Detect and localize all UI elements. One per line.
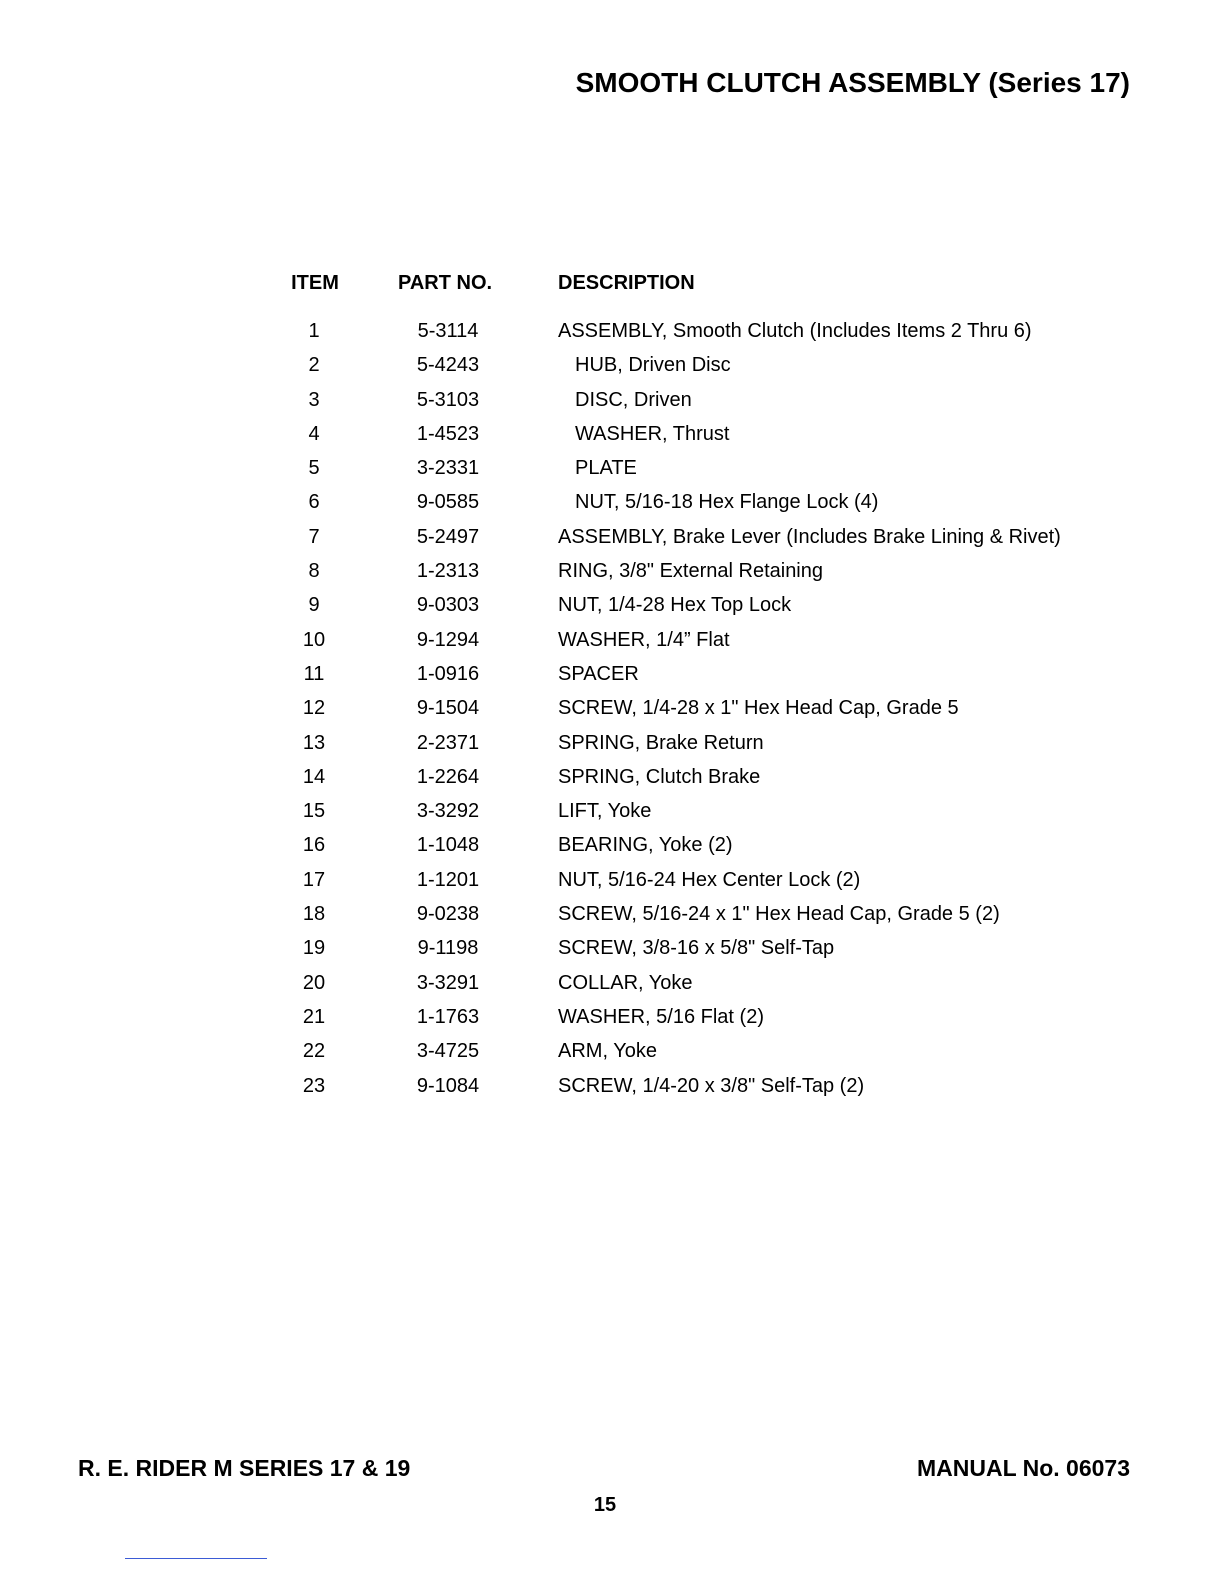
part-number: 5-3114 (417, 320, 479, 342)
item-number: 22 (302, 1040, 326, 1063)
table-row (0, 629, 1224, 663)
item-number: 13 (302, 731, 326, 754)
item-number: 5 (308, 457, 320, 480)
table-row (0, 526, 1224, 560)
part-description: WASHER, 5/16 Flat (2) (558, 1005, 764, 1028)
item-number: 17 (302, 868, 326, 891)
item-number: 12 (302, 697, 326, 720)
table-row (0, 1075, 1224, 1109)
part-number: 9-1084 (416, 1074, 480, 1097)
table-row (0, 491, 1224, 525)
part-description: WASHER, 1/4” Flat (558, 628, 730, 651)
page-number: 15 (593, 1494, 617, 1516)
column-header-item: ITEM (291, 272, 339, 294)
part-description: SCREW, 3/8-16 x 5/8" Self-Tap (558, 937, 835, 960)
table-row (0, 937, 1224, 971)
item-number: 7 (308, 525, 320, 548)
part-description: HUB, Driven Disc (575, 354, 731, 377)
item-number: 11 (303, 662, 325, 685)
part-number: 1-1763 (416, 1005, 480, 1028)
item-number: 20 (302, 971, 326, 994)
item-number: 6 (308, 491, 320, 514)
table-row (0, 766, 1224, 800)
part-description: ASSEMBLY, Smooth Clutch (Includes Items 2 Thru 6) (558, 320, 1032, 342)
table-body (0, 320, 1224, 1109)
part-description: ARM, Yoke (558, 1040, 657, 1063)
column-header-description: DESCRIPTION (558, 272, 695, 294)
part-number: 3-2331 (416, 457, 480, 480)
part-description: NUT, 1/4-28 Hex Top Lock (558, 594, 792, 617)
part-number: 9-0585 (416, 491, 480, 514)
part-number: 3-4725 (416, 1040, 480, 1063)
item-number: 8 (308, 560, 320, 583)
item-number: 21 (302, 1005, 326, 1028)
part-number: 5-4243 (416, 354, 480, 377)
part-description: SPRING, Clutch Brake (558, 765, 761, 788)
part-number: 9-1198 (417, 937, 479, 960)
part-number: 9-0238 (416, 903, 480, 926)
table-row (0, 697, 1224, 731)
part-description: SCREW, 5/16-24 x 1" Hex Head Cap, Grade 5 (2) (558, 903, 1000, 926)
item-number: 18 (302, 903, 326, 926)
part-number: 5-3103 (416, 388, 480, 411)
table-row (0, 594, 1224, 628)
table-row (0, 389, 1224, 423)
part-number: 2-2371 (416, 731, 480, 754)
part-number: 9-1294 (416, 628, 480, 651)
part-description: SCREW, 1/4-20 x 3/8" Self-Tap (2) (558, 1074, 865, 1097)
item-number: 9 (308, 594, 320, 617)
part-number: 9-1504 (416, 697, 480, 720)
table-row (0, 800, 1224, 834)
table-row (0, 972, 1224, 1006)
part-description: RING, 3/8" External Retaining (558, 560, 823, 583)
parts-table (0, 272, 1224, 1109)
item-number: 15 (302, 800, 326, 823)
table-row (0, 560, 1224, 594)
table-header-row (0, 272, 1224, 320)
item-number: 1 (308, 320, 320, 342)
table-row (0, 663, 1224, 697)
table-row (0, 1040, 1224, 1074)
part-number: 1-1201 (416, 868, 480, 891)
part-number: 3-3292 (416, 800, 480, 823)
item-number: 10 (302, 628, 326, 651)
table-row (0, 457, 1224, 491)
table-row (0, 732, 1224, 766)
part-description: LIFT, Yoke (558, 800, 652, 823)
part-description: SCREW, 1/4-28 x 1" Hex Head Cap, Grade 5 (558, 697, 959, 720)
item-number: 4 (308, 422, 320, 445)
part-description: PLATE (575, 457, 637, 480)
part-number: 1-0916 (416, 662, 480, 685)
item-number: 23 (302, 1074, 326, 1097)
part-number: 1-1048 (416, 834, 480, 857)
item-number: 2 (308, 354, 320, 377)
table-row (0, 834, 1224, 868)
part-number: 1-2264 (416, 765, 480, 788)
part-number: 5-2497 (416, 525, 480, 548)
part-description: SPRING, Brake Return (558, 731, 764, 754)
footer-model-title: R. E. RIDER M SERIES 17 & 19 (78, 1455, 411, 1481)
table-row (0, 903, 1224, 937)
part-description: BEARING, Yoke (2) (558, 834, 733, 857)
table-row (0, 1006, 1224, 1040)
item-number: 19 (302, 937, 326, 960)
page-title: SMOOTH CLUTCH ASSEMBLY (Series 17) (575, 67, 1130, 98)
bottom-rule-line (125, 1558, 267, 1559)
part-number: 1-2313 (416, 560, 480, 583)
table-row (0, 423, 1224, 457)
part-number: 9-0303 (416, 594, 480, 617)
item-number: 3 (308, 388, 320, 411)
table-row (0, 869, 1224, 903)
item-number: 14 (302, 765, 326, 788)
part-description: SPACER (558, 662, 639, 685)
part-number: 3-3291 (416, 971, 480, 994)
part-description: ASSEMBLY, Brake Lever (Includes Brake Lining & Rivet) (558, 525, 1061, 548)
part-description: DISC, Driven (575, 388, 692, 411)
column-header-part-no: PART NO. (398, 272, 493, 294)
table-row (0, 320, 1224, 354)
item-number: 16 (302, 834, 326, 857)
footer-manual-number: MANUAL No. 06073 (916, 1455, 1130, 1481)
part-description: NUT, 5/16-24 Hex Center Lock (2) (558, 868, 861, 891)
part-number: 1-4523 (416, 422, 480, 445)
part-description: WASHER, Thrust (575, 422, 730, 445)
part-description: COLLAR, Yoke (558, 971, 693, 994)
part-description: NUT, 5/16-18 Hex Flange Lock (4) (575, 491, 879, 514)
table-row (0, 354, 1224, 388)
